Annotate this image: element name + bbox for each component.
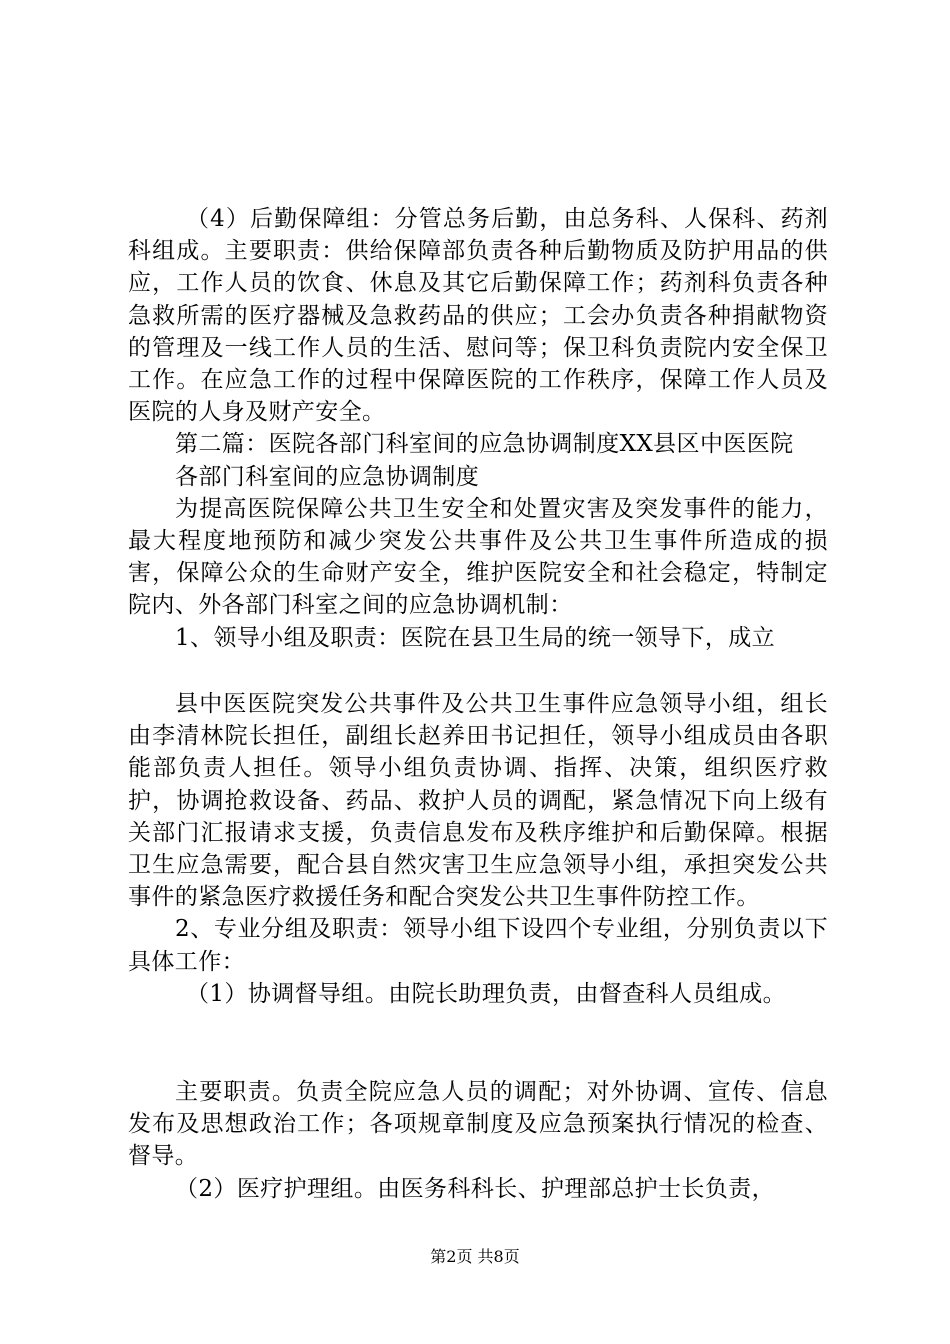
paragraph-purpose: 为提高医院保障公共卫生安全和处置灾害及突发事件的能力，最大程度地预防和减少突发公共事件及公共卫生事件所造成的损害，保障公众的生命财产安全，维护医院安全和社会稳定，特制定院内、外各部门科室之间的应急协调机制： <box>128 495 828 619</box>
text-block-1 <box>128 203 828 654</box>
paragraph-leadership-intro: 1、领导小组及职责：医院在县卫生局的统一领导下，成立 <box>175 624 776 651</box>
paragraph-subtitle: 各部门科室间的应急协调制度 <box>175 463 480 490</box>
text-block-3 <box>128 1076 828 1205</box>
paragraph-professional-groups: 2、专业分组及职责：领导小组下设四个专业组，分别负责以下具体工作： <box>128 916 828 975</box>
page-footer <box>0 1247 950 1267</box>
paragraph-logistics-group: （4）后勤保障组：分管总务后勤，由总务科、人保科、药剂科组成。主要职责：供给保障部负责各种后勤物质及防护用品的供应，工作人员的饮食、休息及其它后勤保障工作；药剂科负责各种急救所需的医疗器械及急救药品的供应；工会办负责各种捐献物资的管理及一线工作人员的生活、慰问等；保卫科负责院内安全保卫工作。在应急工作的过程中保障医院的工作秩序，保障工作人员及医院的人身及财产安全。 <box>128 206 828 426</box>
paragraph-medical-nursing-group: （2）医疗护理组。由医务科科长、护理部总护士长负责， <box>175 1175 776 1202</box>
paragraph-chapter-title: 第二篇：医院各部门科室间的应急协调制度XX县区中医医院 <box>175 431 794 458</box>
paragraph-main-duties: 主要职责。负责全院应急人员的调配；对外协调、宣传、信息发布及思想政治工作；各项规章制度及应急预案执行情况的检查、督导。 <box>128 1079 828 1170</box>
paragraph-coordination-group: （1）协调督导组。由院长助理负责，由督查科人员组成。 <box>186 980 787 1007</box>
page-number: 第2页 共8页 <box>430 1247 520 1266</box>
text-block-2 <box>128 688 828 1010</box>
paragraph-leadership-group: 县中医医院突发公共事件及公共卫生事件应急领导小组，组长由李清林院长担任，副组长赵养田书记担任，领导小组成员由各职能部负责人担任。领导小组负责协调、指挥、决策，组织医疗救护，协调抢救设备、药品、救护人员的调配，紧急情况下向上级有关部门汇报请求支援，负责信息发布及秩序维护和后勤保障。根据卫生应急需要，配合县自然灾害卫生应急领导小组，承担突发公共事件的紧急医疗救援任务和配合突发公共卫生事件防控工作。 <box>128 691 828 911</box>
